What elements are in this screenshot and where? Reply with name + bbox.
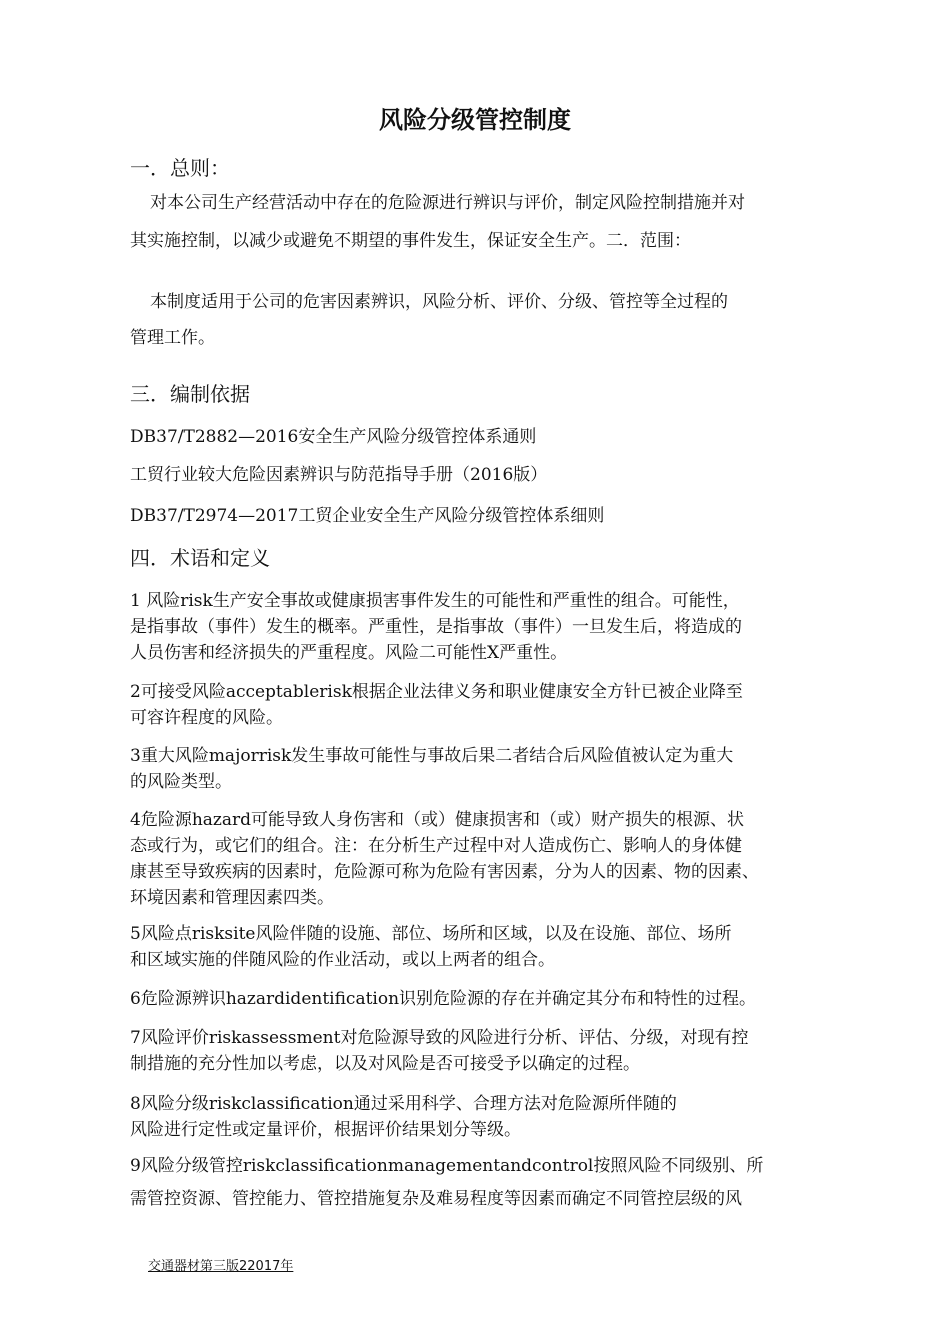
section-heading-terms: 四．术语和定义 bbox=[130, 546, 270, 570]
term-line: 可容许程度的风险。 bbox=[130, 708, 283, 728]
term-line: 人员伤害和经济损失的严重程度。风险二可能性X严重性。 bbox=[130, 643, 568, 663]
term-line: 和区域实施的伴随风险的作业活动，或以上两者的组合。 bbox=[130, 950, 555, 970]
term-line: 风险进行定性或定量评价，根据评价结果划分等级。 bbox=[130, 1120, 521, 1140]
scope-line-2: 管理工作。 bbox=[130, 328, 215, 348]
term-line: 9风险分级管控riskclassificationmanagementandcontrol按照风险不同级别、所 bbox=[130, 1156, 764, 1176]
scope-line-1: 本制度适用于公司的危害因素辨识，风险分析、评价、分级、管控等全过程的 bbox=[150, 292, 728, 312]
term-line: 需管控资源、管控能力、管控措施复杂及难易程度等因素而确定不同管控层级的风 bbox=[130, 1189, 742, 1209]
term-line: 康甚至导致疾病的因素时，危险源可称为危险有害因素，分为人的因素、物的因素、 bbox=[130, 862, 759, 882]
term-line: 5风险点risksite风险伴随的设施、部位、场所和区域，以及在设施、部位、场所 bbox=[130, 924, 732, 944]
term-line: 7风险评价riskassessment对危险源导致的风险进行分析、评估、分级，对现有控 bbox=[130, 1028, 749, 1048]
term-line: 制措施的充分性加以考虑，以及对风险是否可接受予以确定的过程。 bbox=[130, 1054, 640, 1074]
basis-reference-1: DB37/T2882—2016安全生产风险分级管控体系通则 bbox=[130, 427, 537, 447]
term-line: 6危险源辨识hazardidentification识别危险源的存在并确定其分布和特性的过程。 bbox=[130, 989, 757, 1009]
general-line-2: 其实施控制，以减少或避免不期望的事件发生，保证安全生产。二．范围： bbox=[130, 231, 691, 251]
basis-reference-3: DB37/T2974—2017工贸企业安全生产风险分级管控体系细则 bbox=[130, 506, 605, 526]
term-line: 1 风险risk生产安全事故或健康损害事件发生的可能性和严重性的组合。可能性， bbox=[130, 591, 740, 611]
term-line: 8风险分级riskclassification通过采用科学、合理方法对危险源所伴随的 bbox=[130, 1094, 677, 1114]
general-line-1: 对本公司生产经营活动中存在的危险源进行辨识与评价，制定风险控制措施并对 bbox=[150, 193, 745, 213]
term-line: 的风险类型。 bbox=[130, 772, 232, 792]
term-line: 是指事故（事件）发生的概率。严重性，是指事故（事件）一旦发生后，将造成的 bbox=[130, 617, 742, 637]
term-line: 3重大风险majorrisk发生事故可能性与事故后果二者结合后风险值被认定为重大 bbox=[130, 746, 734, 766]
section-heading-basis: 三．编制依据 bbox=[130, 382, 250, 406]
section-heading-general: 一．总则： bbox=[130, 156, 230, 180]
page-title: 风险分级管控制度 bbox=[379, 105, 571, 134]
term-line: 4危险源hazard可能导致人身伤害和（或）健康损害和（或）财产损失的根源、状 bbox=[130, 810, 744, 830]
term-line: 2可接受风险acceptablerisk根据企业法律义务和职业健康安全方针已被企业降至 bbox=[130, 682, 743, 702]
term-line: 态或行为，或它们的组合。注：在分析生产过程中对人造成伤亡、影响人的身体健 bbox=[130, 836, 742, 856]
term-line: 环境因素和管理因素四类。 bbox=[130, 888, 334, 908]
page-footer: 交通器材第三版22017年 bbox=[148, 1259, 294, 1274]
basis-reference-2: 工贸行业较大危险因素辨识与防范指导手册（2016版） bbox=[130, 465, 548, 485]
